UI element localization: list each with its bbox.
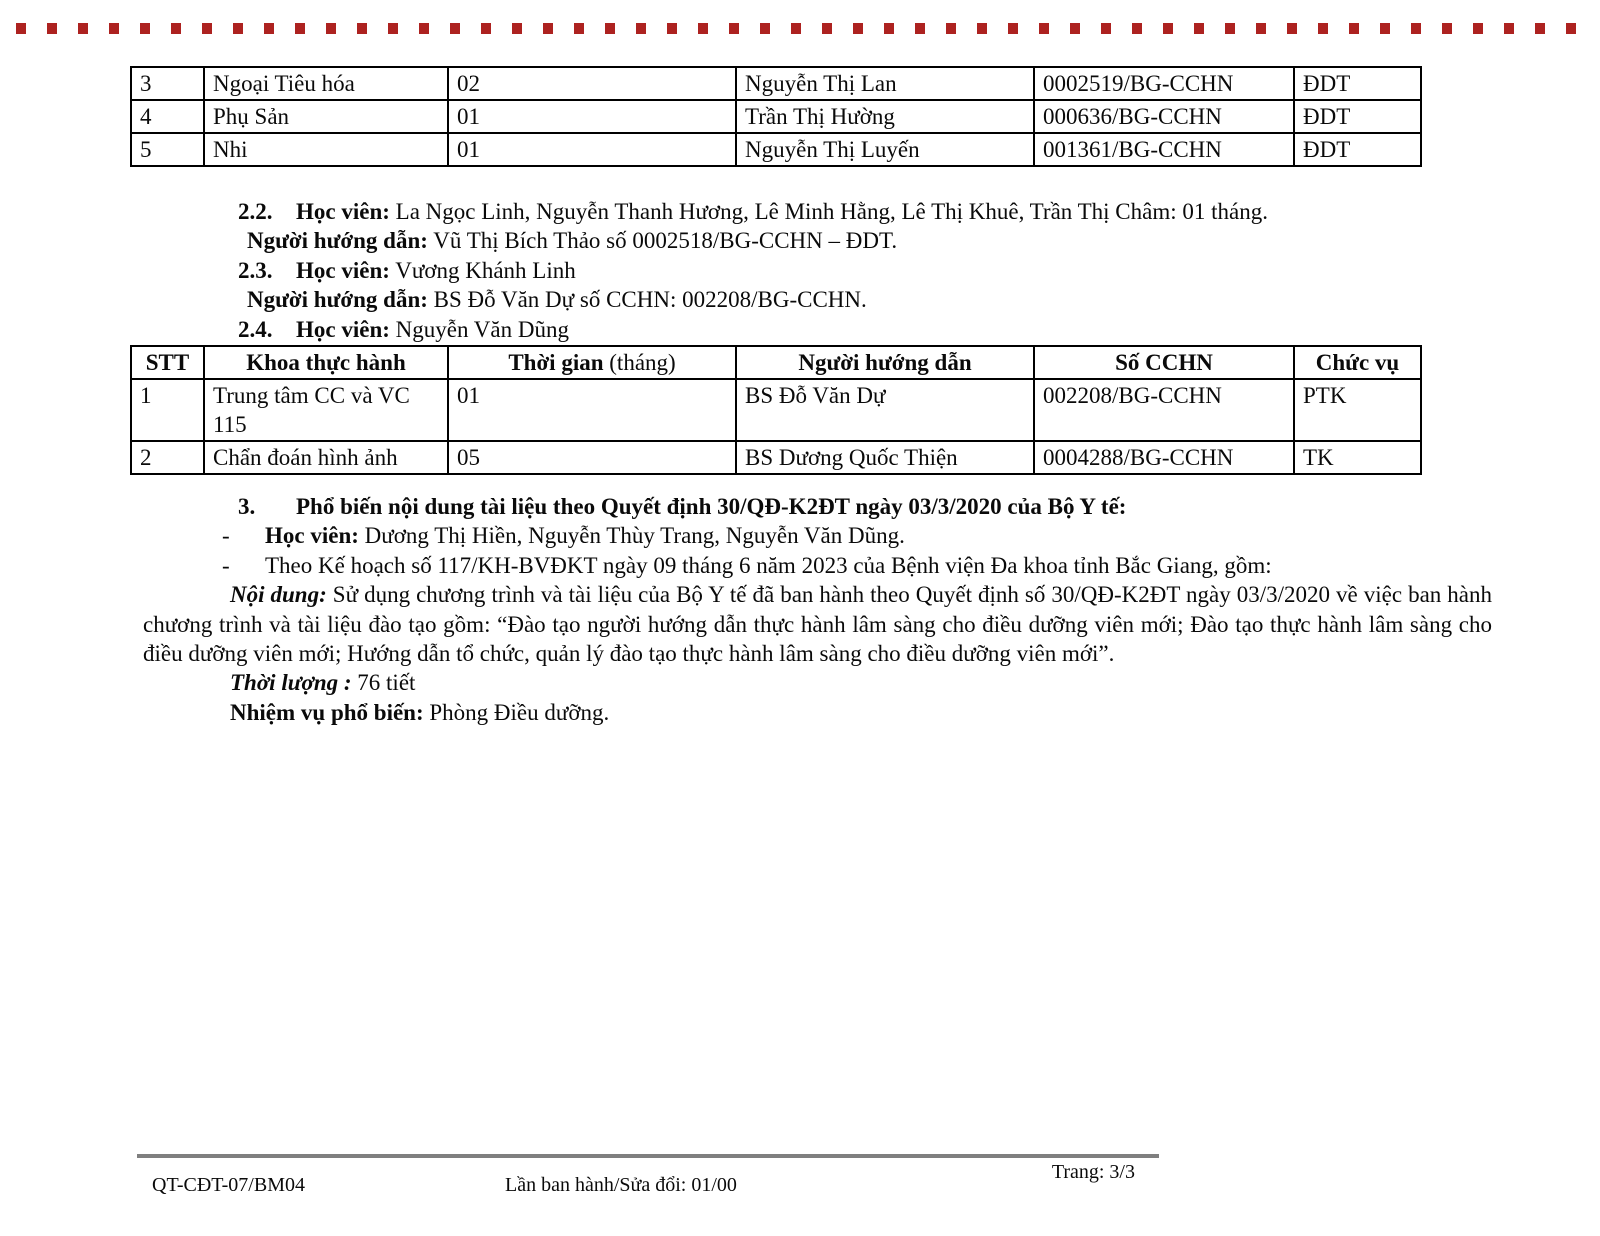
cell-thoi-gian: 01 — [448, 379, 736, 441]
cell-thoi-gian: 02 — [448, 67, 736, 100]
section-3-dissemination — [143, 492, 1492, 727]
cell-stt: 3 — [131, 67, 204, 100]
item-number: 2.4. — [238, 316, 273, 342]
item-number: 2.2. — [238, 199, 273, 224]
cell-so-cchn: 001361/BG-CCHN — [1034, 133, 1294, 166]
label-hoc-vien: Học viên: — [296, 199, 390, 224]
cell-so-cchn: 002208/BG-CCHN — [1034, 379, 1294, 441]
label-nguoi-huong-dan: Người hướng dẫn: — [247, 287, 428, 313]
cell-nguoi-huong-dan: BS Đỗ Văn Dự — [736, 379, 1034, 441]
table-row — [131, 100, 1421, 133]
label-hoc-vien: Học viên: — [296, 257, 390, 283]
cell-chuc-vu: ĐDT — [1294, 100, 1421, 133]
footer-form-code: QT-CĐT-07/BM04 — [152, 1174, 305, 1196]
item-2-2 — [143, 197, 1492, 226]
noi-dung-paragraph — [143, 580, 1492, 668]
item-2-2-guide — [143, 226, 1492, 255]
bullet-dash: - — [222, 552, 230, 578]
table-row — [131, 379, 1421, 441]
item-number: 2.3. — [238, 257, 273, 283]
cell-stt: 4 — [131, 100, 204, 133]
cell-stt: 2 — [131, 441, 204, 474]
cell-khoa: Chẩn đoán hình ảnh — [204, 441, 448, 474]
cell-khoa: Phụ Sản — [204, 100, 448, 133]
section-title: Phổ biến nội dung tài liệu theo Quyết định 30/QĐ-K2ĐT ngày 03/3/2020 của Bộ Y tế: — [296, 494, 1127, 519]
thoi-luong-value: 76 tiết — [357, 670, 416, 696]
plan-reference: Theo Kế hoạch số 117/KH-BVĐKT ngày 09 tháng 6 năm 2023 của Bệnh viện Đa khoa tỉnh Bắc Giang, gồm: — [265, 552, 1272, 578]
header-stt: STT — [131, 346, 204, 379]
cell-stt: 1 — [131, 379, 204, 441]
cell-thoi-gian: 01 — [448, 133, 736, 166]
label-nguoi-huong-dan: Người hướng dẫn: — [247, 228, 428, 254]
trainee-names: Vương Khánh Linh — [395, 257, 576, 283]
cell-nguoi-huong-dan: Nguyễn Thị Luyến — [736, 133, 1034, 166]
practice-plan-table — [130, 345, 1422, 475]
bullet-dash: - — [222, 523, 230, 549]
bullet-ke-hoach — [143, 551, 1492, 580]
section-2-trainees — [143, 197, 1492, 344]
label-nhiem-vu: Nhiệm vụ phổ biến: — [230, 699, 424, 725]
header-khoa: Khoa thực hành — [204, 346, 448, 379]
cell-nguoi-huong-dan: Trần Thị Hường — [736, 100, 1034, 133]
cell-khoa: Trung tâm CC và VC 115 — [204, 379, 448, 441]
table-row — [131, 441, 1421, 474]
cell-chuc-vu: ĐDT — [1294, 133, 1421, 166]
header-chuc-vu: Chức vụ — [1294, 346, 1421, 379]
table-row — [131, 133, 1421, 166]
trainee-names: Dương Thị Hiền, Nguyễn Thùy Trang, Nguyễn Văn Dũng. — [364, 523, 905, 549]
table-row — [131, 67, 1421, 100]
cell-khoa: Nhi — [204, 133, 448, 166]
cell-chuc-vu: PTK — [1294, 379, 1421, 441]
label-thoi-luong: Thời lượng : — [230, 670, 352, 696]
cell-so-cchn: 0002519/BG-CCHN — [1034, 67, 1294, 100]
section-3-heading — [143, 492, 1492, 521]
cell-nguoi-huong-dan: Nguyễn Thị Lan — [736, 67, 1034, 100]
nhiem-vu-value: Phòng Điều dưỡng. — [429, 699, 610, 725]
cell-chuc-vu: TK — [1294, 441, 1421, 474]
thoi-luong-line — [143, 668, 1492, 697]
item-2-3-guide — [143, 285, 1492, 314]
header-so-cchn: Số CCHN — [1034, 346, 1294, 379]
table-header-row — [131, 346, 1421, 379]
page-number: Trang: 3/3 — [1051, 1161, 1135, 1183]
header-thoi-gian — [448, 346, 736, 379]
nhiem-vu-line — [143, 698, 1492, 727]
label-hoc-vien: Học viên: — [296, 316, 390, 342]
trainee-names: Nguyễn Văn Dũng — [395, 316, 569, 342]
cell-so-cchn: 000636/BG-CCHN — [1034, 100, 1294, 133]
checker-band-decoration — [16, 23, 1594, 34]
footer-divider — [137, 1154, 1159, 1158]
trainee-names: La Ngọc Linh, Nguyễn Thanh Hương, Lê Minh Hằng, Lê Thị Khuê, Trần Thị Châm: 01 tháng. — [395, 199, 1268, 224]
cell-nguoi-huong-dan: BS Dương Quốc Thiện — [736, 441, 1034, 474]
cell-so-cchn: 0004288/BG-CCHN — [1034, 441, 1294, 474]
footer-revision: Lần ban hành/Sửa đổi: 01/00 — [505, 1174, 737, 1196]
item-2-3 — [143, 256, 1492, 285]
header-nguoi-huong-dan: Người hướng dẫn — [736, 346, 1034, 379]
noi-dung-text: Sử dụng chương trình và tài liệu của Bộ Y tế đã ban hành theo Quyết định số 30/QĐ-K2ĐT ngày 03/3/2020 về việc ban hành chương trình và tài liệu đào tạo gồm: “Đào tạo người hướng dẫn thực hành lâm sàng cho điều dưỡng viên mới; Đào tạo thực hành lâm sàng cho điều dưỡng viên mới; Hướng dẫn tổ chức, quản lý đào tạo thực hành lâm sàng cho điều dưỡng viên mới”. — [143, 582, 1493, 667]
guide-info: BS Đỗ Văn Dự số CCHN: 002208/BG-CCHN. — [433, 287, 867, 313]
header-thoi-gian-bold: Thời gian — [508, 350, 604, 375]
guide-info: Vũ Thị Bích Thảo số 0002518/BG-CCHN – ĐDT. — [433, 228, 898, 254]
label-hoc-vien: Học viên: — [265, 523, 359, 549]
cell-chuc-vu: ĐDT — [1294, 67, 1421, 100]
label-noi-dung: Nội dung: — [230, 582, 327, 608]
cell-thoi-gian: 01 — [448, 100, 736, 133]
cell-khoa: Ngoại Tiêu hóa — [204, 67, 448, 100]
section-number: 3. — [238, 494, 256, 519]
bullet-hoc-vien — [143, 521, 1492, 550]
cell-stt: 5 — [131, 133, 204, 166]
item-2-4 — [143, 315, 1492, 344]
practice-departments-table-continued — [130, 66, 1422, 167]
cell-thoi-gian: 05 — [448, 441, 736, 474]
header-thoi-gian-unit: (tháng) — [609, 350, 676, 375]
